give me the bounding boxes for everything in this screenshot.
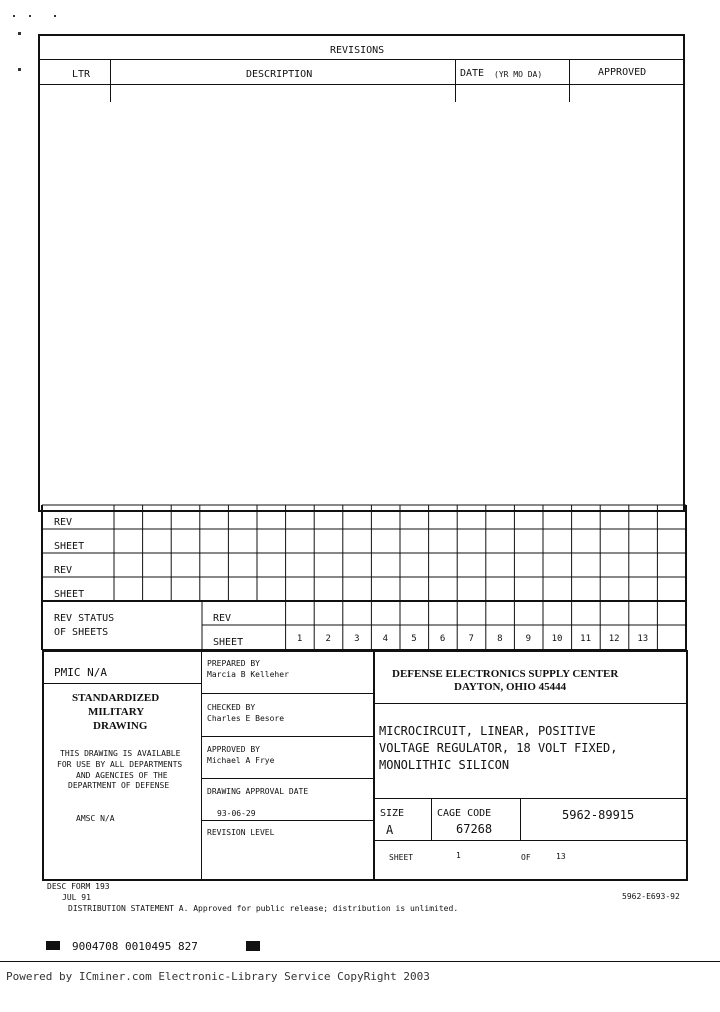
approval-date-label: DRAWING APPROVAL DATE xyxy=(207,787,309,796)
of-sheets-label: OF SHEETS xyxy=(54,627,109,638)
sheet-number: 10 xyxy=(551,634,563,644)
center-divider xyxy=(373,703,688,704)
size-divider xyxy=(373,798,688,799)
sheet-divider xyxy=(373,840,688,841)
drawing-number: 5962-89915 xyxy=(562,808,635,822)
sheet-number: 2 xyxy=(325,634,331,644)
availability-line: DEPARTMENT OF DEFENSE xyxy=(68,781,170,790)
doc-code: 5962-E693-92 xyxy=(622,892,680,901)
rev-status-label: REV STATUS xyxy=(54,613,115,624)
approved-name: Michael A Frye xyxy=(207,756,275,765)
availability-line: AND AGENCIES OF THE xyxy=(76,771,168,780)
powered-divider xyxy=(0,961,720,962)
sig-divider xyxy=(201,693,374,694)
standardized-label: STANDARDIZED xyxy=(72,692,160,704)
sheet-label: SHEET xyxy=(54,589,85,600)
barcode-mark-icon xyxy=(46,941,60,950)
revision-level-label: REVISION LEVEL xyxy=(207,828,275,837)
sheet-info-total: 13 xyxy=(556,852,566,861)
title-line: VOLTAGE REGULATOR, 18 VOLT FIXED, xyxy=(379,741,618,755)
checked-label: CHECKED BY xyxy=(207,703,256,712)
col-ltr: LTR xyxy=(72,69,91,80)
form-date: JUL 91 xyxy=(62,893,91,902)
rev-label: REV xyxy=(213,613,232,624)
title-col-sep xyxy=(201,650,202,881)
title-line: MONOLITHIC SILICON xyxy=(379,758,510,772)
sheet-number: 12 xyxy=(608,634,620,644)
sheet-number: 8 xyxy=(497,634,503,644)
cage-sep xyxy=(520,798,521,840)
sheet-label: SHEET xyxy=(54,541,85,552)
sheet-number: 5 xyxy=(411,634,417,644)
sheet-number: 4 xyxy=(382,634,389,644)
approved-label: APPROVED BY xyxy=(207,745,260,754)
sheet-info-label: SHEET xyxy=(389,853,414,862)
approval-date: 93-06-29 xyxy=(217,809,256,818)
size-value: A xyxy=(386,823,394,837)
col-date-sub: (YR MO DA) xyxy=(494,70,543,79)
sheet-number: 3 xyxy=(354,634,360,644)
drawing-label: DRAWING xyxy=(93,720,148,732)
checked-name: Charles E Besore xyxy=(207,714,285,723)
availability-line: THIS DRAWING IS AVAILABLE xyxy=(60,749,181,758)
revisions-title: REVISIONS xyxy=(330,45,385,56)
size-label: SIZE xyxy=(380,808,405,819)
cage-value: 67268 xyxy=(456,822,493,836)
amsc: AMSC N/A xyxy=(76,814,115,823)
center-line2: DAYTON, OHIO 45444 xyxy=(454,681,567,693)
distribution-statement: DISTRIBUTION STATEMENT A. Approved for public release; distribution is unlimited. xyxy=(68,904,459,913)
sheet-number: 13 xyxy=(637,634,649,644)
sheet-number: 9 xyxy=(525,634,532,644)
prepared-name: Marcia B Kelleher xyxy=(207,670,289,679)
title-line: MICROCIRCUIT, LINEAR, POSITIVE xyxy=(379,724,596,738)
sig-divider xyxy=(201,778,374,779)
sheet-number: 1 xyxy=(296,634,303,644)
sig-divider xyxy=(201,820,374,821)
barcode-text: 9004708 0010495 827 xyxy=(72,940,198,953)
availability-line: FOR USE BY ALL DEPARTMENTS xyxy=(57,760,183,769)
prepared-label: PREPARED BY xyxy=(207,659,260,668)
form-number: DESC FORM 193 xyxy=(47,882,110,891)
barcode-end-icon xyxy=(246,941,260,951)
center-line1: DEFENSE ELECTRONICS SUPPLY CENTER xyxy=(392,668,619,680)
sheet-info-of: OF xyxy=(521,853,531,862)
pmic-divider xyxy=(42,683,202,684)
sheet-label: SHEET xyxy=(213,637,244,648)
sheet-number: 11 xyxy=(580,634,592,644)
size-sep xyxy=(431,798,432,840)
pmic: PMIC N/A xyxy=(54,666,107,679)
title-col-sep xyxy=(373,650,375,881)
military-label: MILITARY xyxy=(88,706,145,718)
rev-label: REV xyxy=(54,565,73,576)
powered-by: Powered by ICminer.com Electronic-Library Service CopyRight 2003 xyxy=(6,970,430,983)
sheet-number: 6 xyxy=(439,634,446,644)
col-approved: APPROVED xyxy=(598,67,647,78)
col-date: DATE xyxy=(460,68,485,79)
rev-label: REV xyxy=(54,517,73,528)
cage-label: CAGE CODE xyxy=(437,808,492,819)
sig-divider xyxy=(201,736,374,737)
col-description: DESCRIPTION xyxy=(246,69,313,80)
sheet-info-value: 1 xyxy=(456,851,461,860)
sheet-number: 7 xyxy=(468,634,474,644)
